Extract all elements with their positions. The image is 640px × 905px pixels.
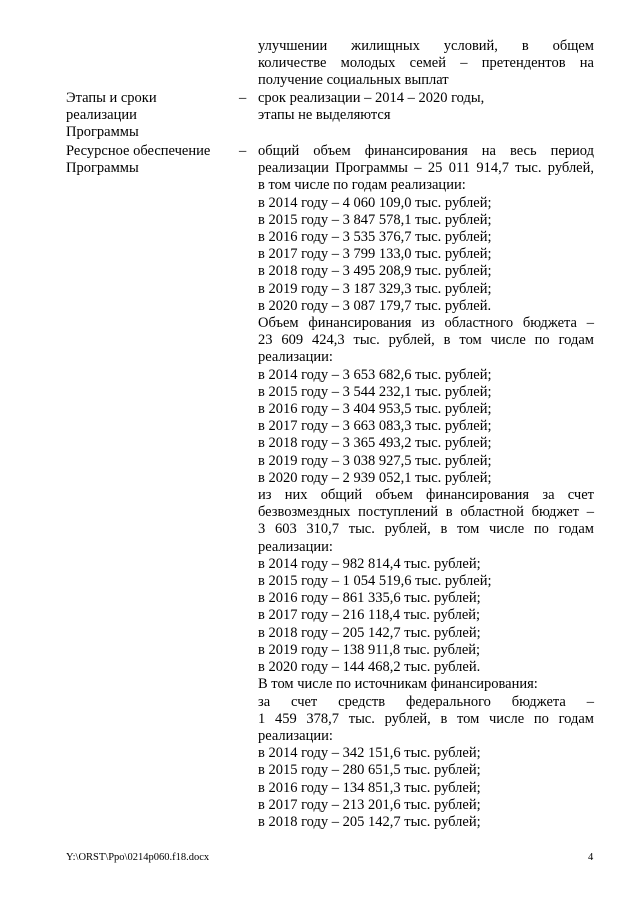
stages-line: этапы не выделяются (258, 107, 391, 124)
total-intro-line: реализации Программы – 25 011 914,7 тыс. рублей, (258, 160, 594, 177)
grants-year-line: в 2020 году – 144 468,2 тыс. рублей. (258, 659, 481, 676)
top-line: получение социальных выплат (258, 72, 449, 89)
sources-intro-line: В том числе по источникам финансирования: (258, 676, 538, 693)
regional-year-line: в 2017 году – 3 663 083,3 тыс. рублей; (258, 418, 492, 435)
federal-year-line: в 2014 году – 342 151,6 тыс. рублей; (258, 745, 481, 762)
grants-year-line: в 2019 году – 138 911,8 тыс. рублей; (258, 641, 481, 658)
grants-year-line: в 2018 году – 205 142,7 тыс. рублей; (258, 624, 481, 641)
regional-year-line: в 2020 году – 2 939 052,1 тыс. рублей; (258, 469, 492, 486)
grants-year-line: в 2015 году – 1 054 519,6 тыс. рублей; (258, 573, 492, 590)
regional-intro-line: Объем финансирования из областного бюджета – (258, 315, 594, 332)
top-line: улучшении жилищных условий, в общем (258, 38, 594, 54)
regional-intro-line: реализации: (258, 349, 333, 366)
stages-content (258, 90, 594, 124)
total-year-line: в 2015 году – 3 847 578,1 тыс. рублей; (258, 211, 492, 228)
regional-year-line: в 2019 году – 3 038 927,5 тыс. рублей; (258, 452, 492, 469)
stages-label (66, 90, 236, 141)
stages-label-line: Этапы и сроки (66, 90, 157, 106)
federal-year-line: в 2016 году – 134 851,3 тыс. рублей; (258, 779, 481, 796)
grants-year-line: в 2016 году – 861 335,6 тыс. рублей; (258, 590, 481, 607)
footer-file-path: Y:\ORST\Ppo\0214p060.f18.docx (66, 852, 210, 863)
grants-year-line: в 2014 году – 982 814,4 тыс. рублей; (258, 555, 481, 572)
top-line: количестве молодых семей – претендентов на (258, 55, 594, 72)
total-year-line: в 2014 году – 4 060 109,0 тыс. рублей; (258, 194, 492, 211)
total-year-line: в 2017 году – 3 799 133,0 тыс. рублей; (258, 246, 492, 263)
grants-intro-line: реализации: (258, 538, 333, 555)
grants-intro-line: из них общий объем финансирования за счет (258, 487, 594, 504)
stages-dash: – (239, 90, 247, 106)
regional-year-line: в 2015 году – 3 544 232,1 тыс. рублей; (258, 383, 492, 400)
regional-intro-line: 23 609 424,3 тыс. рублей, в том числе по годам (258, 332, 594, 349)
federal-year-line: в 2017 году – 213 201,6 тыс. рублей; (258, 796, 481, 813)
top-continuation (258, 38, 594, 90)
federal-intro-line: за счет средств федерального бюджета – (258, 693, 594, 710)
total-year-line: в 2020 году – 3 087 179,7 тыс. рублей. (258, 297, 492, 314)
grants-intro-line: 3 603 310,7 тыс. рублей, в том числе по годам (258, 521, 594, 538)
regional-year-line: в 2018 году – 3 365 493,2 тыс. рублей; (258, 435, 492, 452)
regional-year-line: в 2016 году – 3 404 953,5 тыс. рублей; (258, 401, 492, 418)
total-intro-line: в том числе по годам реализации: (258, 177, 466, 194)
resources-dash: – (239, 143, 247, 159)
stages-line: срок реализации – 2014 – 2020 годы, (258, 90, 485, 106)
federal-year-line: в 2018 году – 205 142,7 тыс. рублей; (258, 813, 481, 830)
resources-label-line: Программы (66, 160, 139, 176)
federal-intro-line: 1 459 378,7 тыс. рублей, в том числе по годам (258, 710, 594, 727)
total-intro-line: общий объем финансирования на весь период (258, 143, 594, 159)
resources-label-line: Ресурсное обеспечение (66, 143, 211, 159)
page-number: 4 (588, 852, 594, 863)
regional-year-line: в 2014 году – 3 653 682,6 тыс. рублей; (258, 366, 492, 383)
total-year-line: в 2019 году – 3 187 329,3 тыс. рублей; (258, 280, 492, 297)
grants-year-line: в 2017 году – 216 118,4 тыс. рублей; (258, 607, 481, 624)
total-year-line: в 2016 году – 3 535 376,7 тыс. рублей; (258, 229, 492, 246)
resources-label (66, 143, 236, 177)
stages-label-line: Программы (66, 124, 139, 140)
federal-intro-line: реализации: (258, 727, 333, 744)
grants-intro-line: безвозмездных поступлений в областной бюджет – (258, 504, 594, 521)
federal-year-line: в 2015 году – 280 651,5 тыс. рублей; (258, 762, 481, 779)
total-year-line: в 2018 году – 3 495 208,9 тыс. рублей; (258, 263, 492, 280)
stages-label-line: реализации (66, 107, 137, 123)
resources-content (258, 143, 594, 831)
